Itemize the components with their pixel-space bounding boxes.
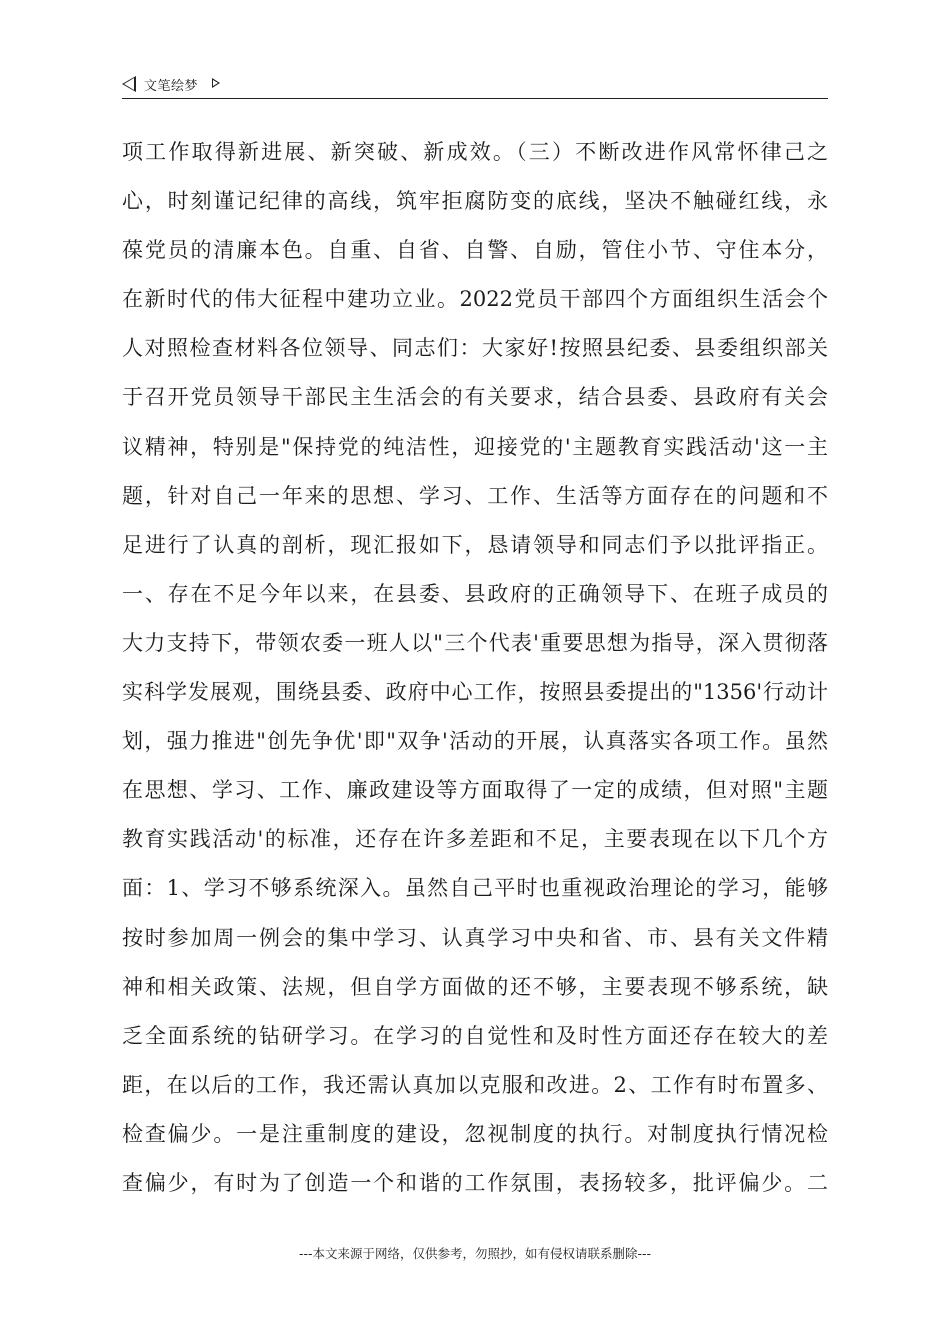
page-header [122,72,828,99]
text-line: 乏全面系统的钻研学习。在学习的自觉性和及时性方面还存在较大的差 [122,1023,828,1048]
triangle-right-icon [212,78,220,88]
text-line: 距，在以后的工作，我还需认真加以克服和改进。2、工作有时布置多、 [122,1072,828,1097]
text-line: 教育实践活动'的标准，还存在许多差距和不足，主要表现在以下几个方 [122,827,828,852]
document-body [122,128,828,1208]
text-line: 足进行了认真的剖析，现汇报如下，恳请领导和同志们予以批评指正。 [122,532,828,557]
text-line: 面：1、学习不够系统深入。虽然自己平时也重视政治理论的学习，能够 [122,876,828,901]
text-line: 于召开党员领导干部民主生活会的有关要求，结合县委、县政府有关会 [122,385,828,410]
text-line: 查偏少，有时为了创造一个和谐的工作氛围，表扬较多，批评偏少。二 [122,1170,828,1195]
text-line: 项工作取得新进展、新突破、新成效。（三）不断改进作风常怀律己之 [122,140,828,164]
text-line: 在新时代的伟大征程中建功立业。2022党员干部四个方面组织生活会个 [122,287,828,312]
text-line: 议精神，特别是"保持党的纯洁性，迎接党的'主题教育实践活动'这一主 [122,434,828,459]
text-line: 题，针对自己一年来的思想、学习、工作、生活等方面存在的问题和不 [122,483,828,508]
footer-disclaimer: ---本文来源于网络，仅供参考，勿照抄，如有侵权请联系删除--- [298,1246,652,1261]
text-line: 神和相关政策、法规，但自学方面做的还不够，主要表现不够系统，缺 [122,974,828,999]
text-line: 检查偏少。一是注重制度的建设，忽视制度的执行。对制度执行情况检 [122,1121,828,1146]
header-brand: 文笔绘梦 [144,79,199,94]
text-line: 大力支持下，带领农委一班人以"三个代表'重要思想为指导，深入贯彻落 [122,630,828,655]
text-line: 一、存在不足今年以来，在县委、县政府的正确领导下、在班子成员的 [122,581,828,606]
text-line: 按时参加周一例会的集中学习、认真学习中央和省、市、县有关文件精 [122,925,828,950]
text-line: 心，时刻谨记纪律的高线，筑牢拒腐防变的底线，坚决不触碰红线，永 [122,189,828,214]
text-line: 葆党员的清廉本色。自重、自省、自警、自励，管住小节、守住本分， [122,238,828,263]
triangle-left-icon [122,76,136,92]
text-line: 划，强力推进"创先争优'即"双争'活动的开展，认真落实各项工作。虽然 [122,729,828,754]
text-line: 实科学发展观，围绕县委、政府中心工作，按照县委提出的"1356'行动计 [122,680,828,705]
text-line: 人对照检查材料各位领导、同志们：大家好!按照县纪委、县委组织部关 [122,336,828,361]
text-line: 在思想、学习、工作、廉政建设等方面取得了一定的成绩，但对照"主题 [122,778,828,803]
